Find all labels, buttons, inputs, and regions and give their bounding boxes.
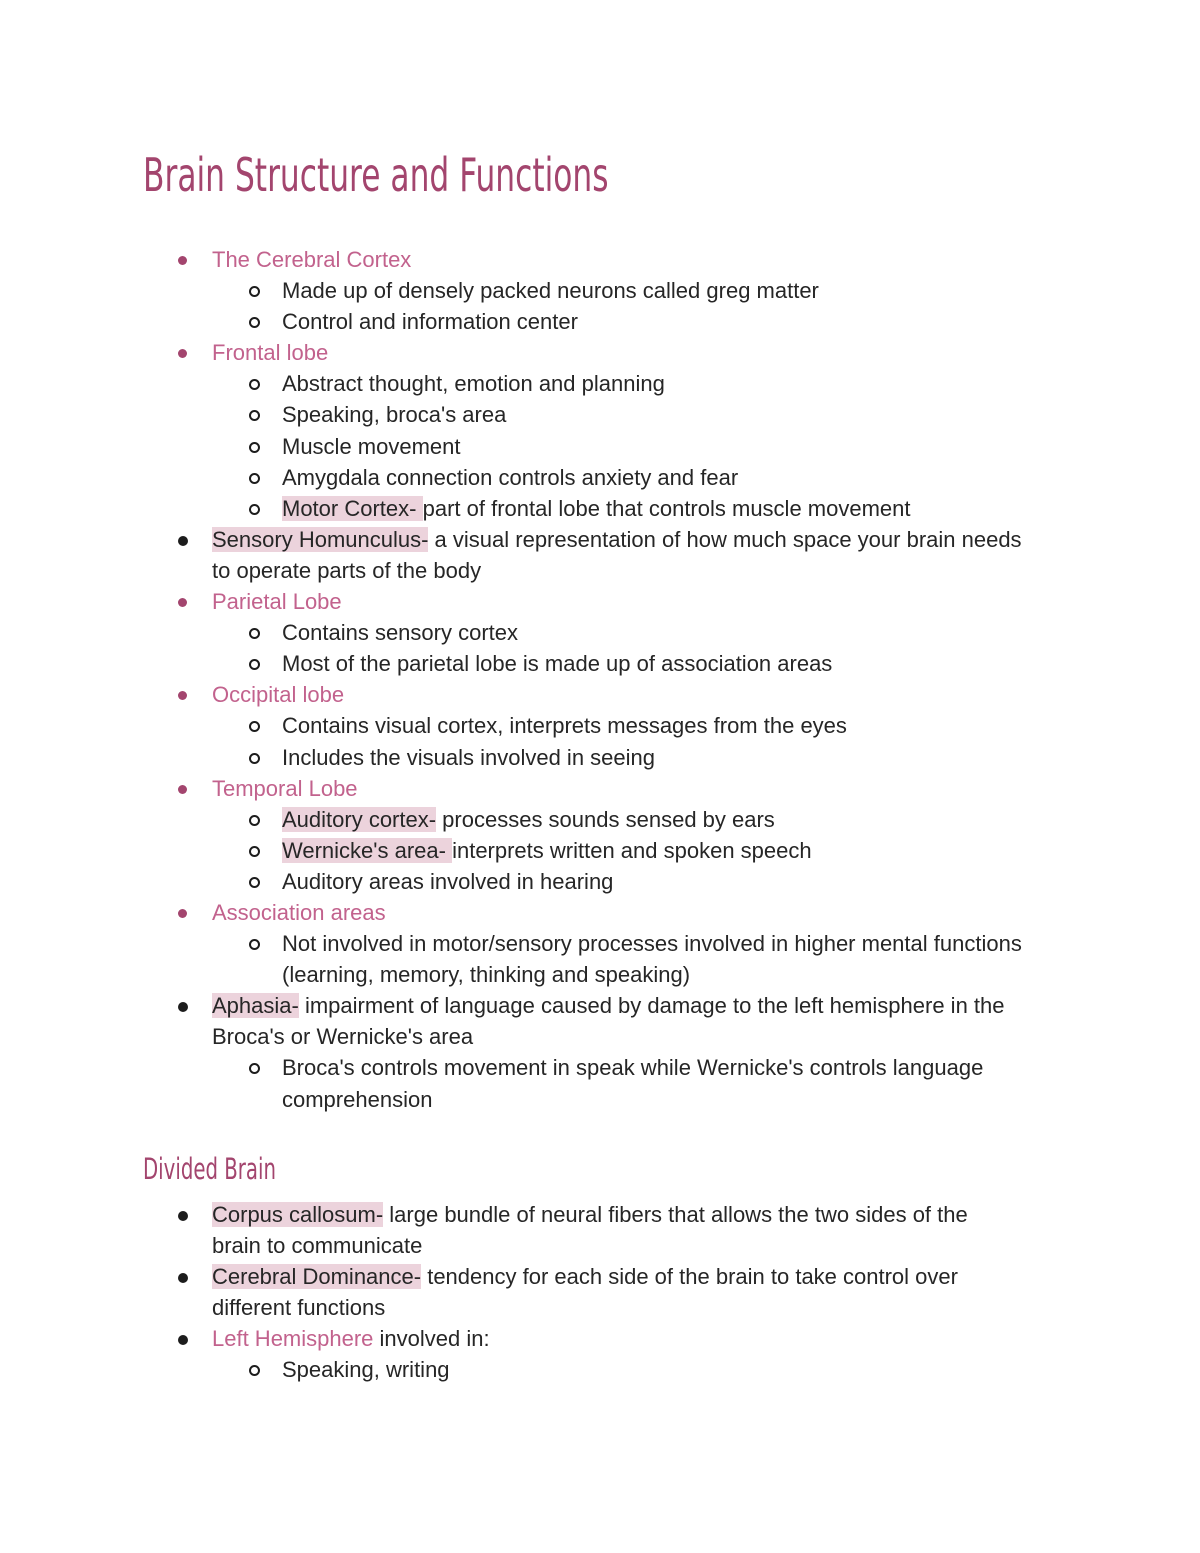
term-definition: tendency for each side of the brain to take control over different functions (212, 1264, 965, 1321)
topic-heading: Left Hemisphere (212, 1326, 374, 1352)
sub-list-item (0, 275, 1100, 306)
list-item (0, 990, 1100, 1052)
list-item (0, 897, 1100, 928)
topic-heading: Temporal Lobe (212, 775, 358, 801)
section-heading: Divided Brain (143, 1152, 276, 1186)
sub-list-item (0, 742, 1100, 773)
sub-item-text: Amygdala connection controls anxiety and fear (282, 464, 739, 490)
topic-heading: The Cerebral Cortex (212, 247, 412, 272)
term-definition: large bundle of neural fibers that allows the two sides of the brain to communicate (212, 1202, 974, 1259)
sub-item-text: Made up of densely packed neurons called greg matter (282, 278, 819, 304)
page-title: Brain Structure and Functions (143, 148, 609, 202)
divided-brain-list (0, 1199, 1100, 1386)
sub-list-item (0, 1052, 1100, 1114)
list-item (0, 679, 1100, 710)
sub-list-item (0, 648, 1100, 679)
highlighted-term: Corpus callosum- (212, 1202, 384, 1227)
list-item (0, 1261, 1100, 1323)
topic-heading: Frontal lobe (212, 340, 329, 366)
topic-heading: Association areas (212, 899, 386, 925)
highlighted-term: Cerebral Dominance- (212, 1264, 422, 1290)
highlighted-term: Aphasia- (212, 993, 299, 1019)
sub-list-item (0, 804, 1100, 835)
sub-item-text: Control and information center (282, 309, 578, 335)
topic-heading: Occipital lobe (212, 682, 345, 708)
term-definition: impairment of language caused by damage to the left hemisphere in the Broca's or Wernicke's area (212, 993, 1011, 1050)
list-item (0, 244, 1100, 275)
sub-list-item (0, 1354, 1100, 1385)
list-item (0, 773, 1100, 804)
sub-item-text: Auditory areas involved in hearing (282, 868, 614, 894)
sub-list-item (0, 710, 1100, 741)
sub-list-item (0, 835, 1100, 866)
sub-list-item (0, 306, 1100, 337)
sub-item-text: Broca's controls movement in speak while Wernicke's controls language comprehension (282, 1055, 990, 1112)
sub-list-item (0, 617, 1100, 648)
highlighted-term: Motor Cortex- (282, 495, 423, 521)
highlighted-term: Sensory Homunculus- (212, 526, 429, 552)
heading-suffix: involved in: (373, 1326, 490, 1352)
list-item (0, 1323, 1100, 1354)
sub-item-text: Speaking, writing (282, 1357, 450, 1383)
sub-list-item (0, 866, 1100, 897)
sub-list-item (0, 928, 1100, 990)
sub-list-item (0, 368, 1100, 399)
sub-item-text: Most of the parietal lobe is made up of association areas (282, 651, 833, 677)
sub-item-text: Contains sensory cortex (282, 620, 518, 646)
brain-structure-list (0, 244, 1100, 1115)
term-definition: interprets written and spoken speech (452, 837, 812, 863)
sub-item-text: Not involved in motor/sensory processes involved in higher mental functions (learning, memory, thinking and speaking) (282, 931, 1028, 988)
sub-item-text: Abstract thought, emotion and planning (282, 371, 665, 397)
sub-list-item (0, 431, 1100, 462)
list-item (0, 1199, 1100, 1261)
sub-list-item (0, 493, 1100, 524)
list-item (0, 586, 1100, 617)
topic-heading: Parietal Lobe (212, 589, 342, 615)
sub-item-text: Contains visual cortex, interprets messages from the eyes (282, 713, 847, 739)
term-definition: processes sounds sensed by ears (436, 806, 775, 832)
sub-list-item (0, 399, 1100, 430)
highlighted-term: Auditory cortex- (282, 806, 437, 832)
list-item (0, 337, 1100, 368)
term-definition: part of frontal lobe that controls muscle movement (422, 495, 911, 521)
sub-item-text: Muscle movement (282, 433, 461, 459)
sub-item-text: Speaking, broca's area (282, 402, 507, 428)
sub-list-item (0, 462, 1100, 493)
list-item (0, 524, 1100, 586)
highlighted-term: Wernicke's area- (282, 837, 453, 863)
term-definition: a visual representation of how much space your brain needs to operate parts of the body (212, 526, 1028, 583)
sub-item-text: Includes the visuals involved in seeing (282, 744, 656, 770)
